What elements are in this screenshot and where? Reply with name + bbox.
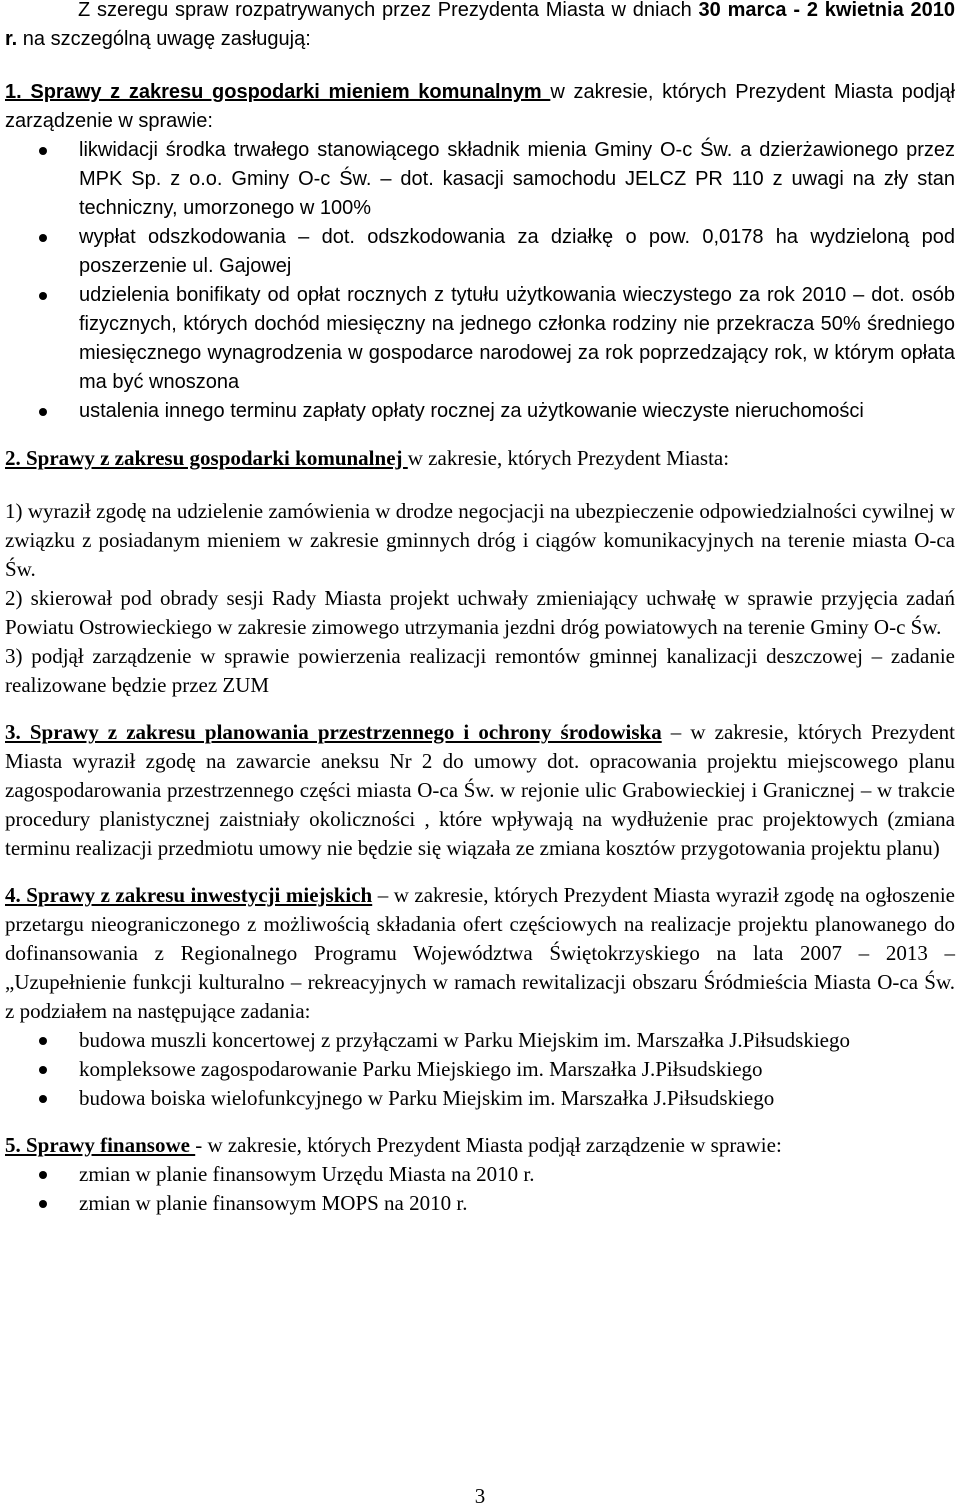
- section3-title: 3. Sprawy z zakresu planowania przestrzennego i ochrony środowiska: [5, 720, 662, 744]
- list-item-text: kompleksowe zagospodarowanie Parku Miejskiego im. Marszałka J.Piłsudskiego: [79, 1057, 763, 1081]
- list-item: [5, 1026, 955, 1055]
- section5-list: [5, 1160, 955, 1218]
- section5-heading: [5, 1131, 955, 1160]
- bullet-icon: [39, 1171, 47, 1179]
- list-item-text: wypłat odszkodowania – dot. odszkodowania za działkę o pow. 0,0178 ha wydzieloną pod poszerzenie ul. Gajowej: [79, 226, 955, 277]
- intro-dates: 30 marca - 2 kwietnia 2010 r.: [5, 0, 956, 50]
- section5-title: 5. Sprawy finansowe: [5, 1133, 196, 1157]
- intro-text: Z szeregu spraw rozpatrywanych przez Prezydenta Miasta w dniach: [78, 0, 699, 21]
- list-item-text: udzielenia bonifikaty od opłat rocznych z tytułu użytkowania wieczystego za rok 2010 – dot. osób fizycznych, których dochód miesięczny na jednego członka rodziny nie przekracza 50% średniego miesięcznego wynagrodzenia w gospodarce narodowej za rok poprzedzający rok, w którym opłata ma być wnoszona: [79, 284, 955, 393]
- bullet-icon: [39, 1095, 47, 1103]
- section2-heading: [5, 444, 955, 473]
- section4-list: [5, 1026, 955, 1113]
- list-item: [5, 223, 955, 281]
- section3-text: – w zakresie, których Prezydent Miasta wyraził zgodę na zawarcie aneksu Nr 2 do umowy dot. opracowania projektu miejscowego planu zagospodarowania przestrzennego części miasta O-ca Św. w rejonie ulic Grabowieckiej i Granicznej – w trakcie procedury planistycznej zaistniały okoliczności , które wpływają na wydłużenie prac projektowych (zmiana terminu realizacji przedmiotu umowy nie będzie się wiązała ze zmiana kosztów przygotowania projektu planu): [5, 720, 955, 860]
- document-page: [5, 0, 955, 1218]
- page-number: 3: [474, 1484, 486, 1508]
- bullet-icon: [39, 408, 47, 416]
- list-item: [5, 1084, 955, 1113]
- bullet-icon: [39, 147, 47, 155]
- list-item-text: budowa boiska wielofunkcyjnego w Parku Miejskim im. Marszałka J.Piłsudskiego: [79, 1086, 775, 1110]
- list-item: [5, 281, 955, 397]
- section1-title: 1. Sprawy z zakresu gospodarki mieniem komunalnym: [5, 81, 551, 103]
- section1-lead: w zakresie, których Prezydent Miasta podjął zarządzenie w sprawie:: [5, 81, 955, 132]
- bullet-icon: [39, 292, 47, 300]
- intro-text-end: na szczególną uwagę zasługują:: [17, 28, 311, 50]
- bullet-icon: [39, 1200, 47, 1208]
- list-item: [5, 397, 955, 426]
- section1-heading: [5, 78, 955, 136]
- list-item-text: zmian w planie finansowym Urzędu Miasta na 2010 r.: [79, 1162, 535, 1186]
- bullet-icon: [39, 1037, 47, 1045]
- list-item-text: zmian w planie finansowym MOPS na 2010 r.: [79, 1191, 468, 1215]
- list-item-text: budowa muszli koncertowej z przyłączami w Parku Miejskim im. Marszałka J.Piłsudskiego: [79, 1028, 851, 1052]
- intro-paragraph: [5, 0, 955, 54]
- list-item: [5, 136, 955, 223]
- list-item: [5, 1189, 955, 1218]
- section2-point-1: 1) wyraził zgodę na udzielenie zamówienia w drodze negocjacji na ubezpieczenie odpowiedzialności cywilnej w związku z posiadanym mieniem w zakresie gminnych dróg i ciągów komunikacyjnych na terenie miasta O-ca Św.: [5, 499, 955, 581]
- bullet-icon: [39, 1066, 47, 1074]
- list-item: [5, 1055, 955, 1084]
- section4-title: 4. Sprawy z zakresu inwestycji miejskich: [5, 883, 373, 907]
- section1-list: [5, 136, 955, 426]
- section4-paragraph: [5, 881, 955, 1026]
- section2-lead: w zakresie, których Prezydent Miasta:: [407, 446, 730, 470]
- section4-text: – w zakresie, których Prezydent Miasta wyraził zgodę na ogłoszenie przetargu nieograniczonego z możliwością składania ofert częściowych na realizacje projektu planowanego do dofinansowania z Regionalnego Programu Województwa Świętokrzyskiego na lata 2007 – 2013 – „Uzupełnienie funkcji kulturalno – rekreacyjnych w ramach rewitalizacji obszaru Śródmieścia Miasta O-ca Św. z podziałem na następujące zadania:: [5, 883, 955, 1023]
- section5-lead: - w zakresie, których Prezydent Miasta podjął zarządzenie w sprawie:: [195, 1133, 782, 1157]
- section2-point-2: 2) skierował pod obrady sesji Rady Miasta projekt uchwały zmieniający uchwałę w sprawie przyjęcia zadań Powiatu Ostrowieckiego w zakresie zimowego utrzymania jezdni dróg powiatowych na terenie Gminy O-c Św.: [5, 586, 955, 639]
- list-item-text: ustalenia innego terminu zapłaty opłaty rocznej za użytkowanie wieczyste nieruchomości: [79, 400, 864, 422]
- section2-title: 2. Sprawy z zakresu gospodarki komunalnej: [5, 446, 408, 470]
- bullet-icon: [39, 234, 47, 242]
- list-item: [5, 1160, 955, 1189]
- section3-paragraph: [5, 718, 955, 863]
- section2-point-3: 3) podjął zarządzenie w sprawie powierzenia realizacji remontów gminnej kanalizacji deszczowej – zadanie realizowane będzie przez ZUM: [5, 644, 955, 697]
- list-item-text: likwidacji środka trwałego stanowiącego składnik mienia Gminy O-c Św. a dzierżawionego przez MPK Sp. z o.o. Gminy O-c Św. – dot. kasacji samochodu JELCZ PR 110 z uwagi na zły stan techniczny, umorzonego w 100%: [79, 139, 955, 219]
